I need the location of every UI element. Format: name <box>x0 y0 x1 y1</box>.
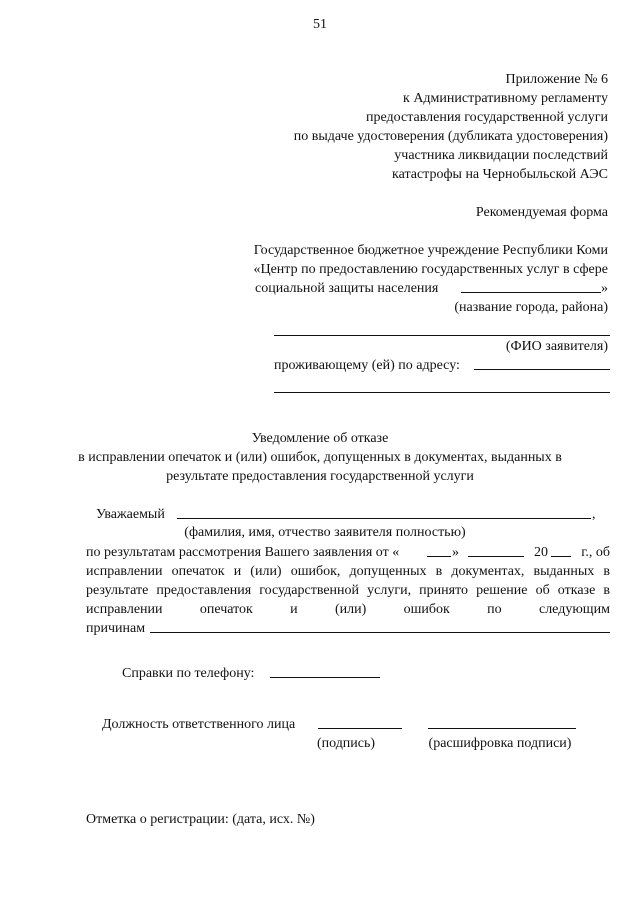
body-word: и <box>290 602 298 617</box>
body-line: результате предоставления государственной услуги, принято решение об отказе в <box>86 583 610 598</box>
address-underline[interactable] <box>474 369 610 370</box>
body-word: по <box>487 602 502 617</box>
page-number: 51 <box>313 17 327 32</box>
body-line-1-a: по результатам рассмотрения Вашего заявления от « <box>86 545 400 560</box>
org-line-prefix: социальной защиты населения <box>255 281 439 296</box>
sign-hint: (подпись) <box>316 736 376 751</box>
sign-underline[interactable] <box>318 728 402 729</box>
notice-subtitle: результате предоставления государственной услуги <box>166 469 474 484</box>
body-line-1-b: » <box>452 545 459 560</box>
body-line-1-d: г., об <box>581 545 610 560</box>
notice-subtitle: в исправлении опечаток и (или) ошибок, допущенных в документах, выданных в <box>78 450 562 465</box>
decode-hint: (расшифровка подписи) <box>428 736 572 751</box>
address-underline-2[interactable] <box>274 392 610 393</box>
salutation-comma: , <box>592 507 596 522</box>
fio-hint: (ФИО заявителя) <box>505 339 608 354</box>
month-underline[interactable] <box>468 556 524 557</box>
body-line-1-c: 20 <box>534 545 548 560</box>
appendix-line: к Административному регламенту <box>403 91 608 106</box>
appendix-line: участника ликвидации последствий <box>394 148 608 163</box>
district-underline[interactable] <box>461 292 601 293</box>
body-line-4 <box>86 600 610 619</box>
body-line-5: причинам <box>86 621 146 636</box>
city-hint: (название города, района) <box>454 300 608 315</box>
body-word: ошибок <box>403 602 450 617</box>
recommended-form-label: Рекомендуемая форма <box>475 205 608 220</box>
decode-underline[interactable] <box>428 728 576 729</box>
org-line: Государственное бюджетное учреждение Республики Коми <box>253 243 608 258</box>
name-hint: (фамилия, имя, отчество заявителя полностью) <box>184 525 466 540</box>
notice-title: Уведомление об отказе <box>251 431 389 446</box>
day-underline[interactable] <box>427 556 451 557</box>
body-line: исправлении опечаток и (или) ошибок, допущенных в документах, выданных в <box>86 564 610 579</box>
body-word: следующим <box>538 602 610 617</box>
address-label: проживающему (ей) по адресу: <box>274 358 460 373</box>
appendix-line: катастрофы на Чернобыльской АЭС <box>392 167 608 182</box>
org-line-suffix: » <box>601 281 608 296</box>
name-underline[interactable] <box>177 518 591 519</box>
phone-underline[interactable] <box>270 677 380 678</box>
position-label: Должность ответственного лица <box>102 717 296 732</box>
appendix-line: по выдаче удостоверения (дубликата удостоверения) <box>293 129 608 144</box>
phone-label: Справки по телефону: <box>122 666 255 681</box>
body-word: опечаток <box>199 602 253 617</box>
body-word: исправлении <box>86 602 163 617</box>
body-word: (или) <box>335 602 367 617</box>
salutation: Уважаемый <box>96 507 165 522</box>
appendix-title: Приложение № 6 <box>505 72 608 87</box>
registration-mark: Отметка о регистрации: (дата, исх. №) <box>86 812 315 827</box>
org-line: «Центр по предоставлению государственных услуг в сфере <box>253 262 608 277</box>
reasons-underline[interactable] <box>150 632 610 633</box>
appendix-line: предоставления государственной услуги <box>366 110 608 125</box>
fio-underline[interactable] <box>274 335 610 336</box>
